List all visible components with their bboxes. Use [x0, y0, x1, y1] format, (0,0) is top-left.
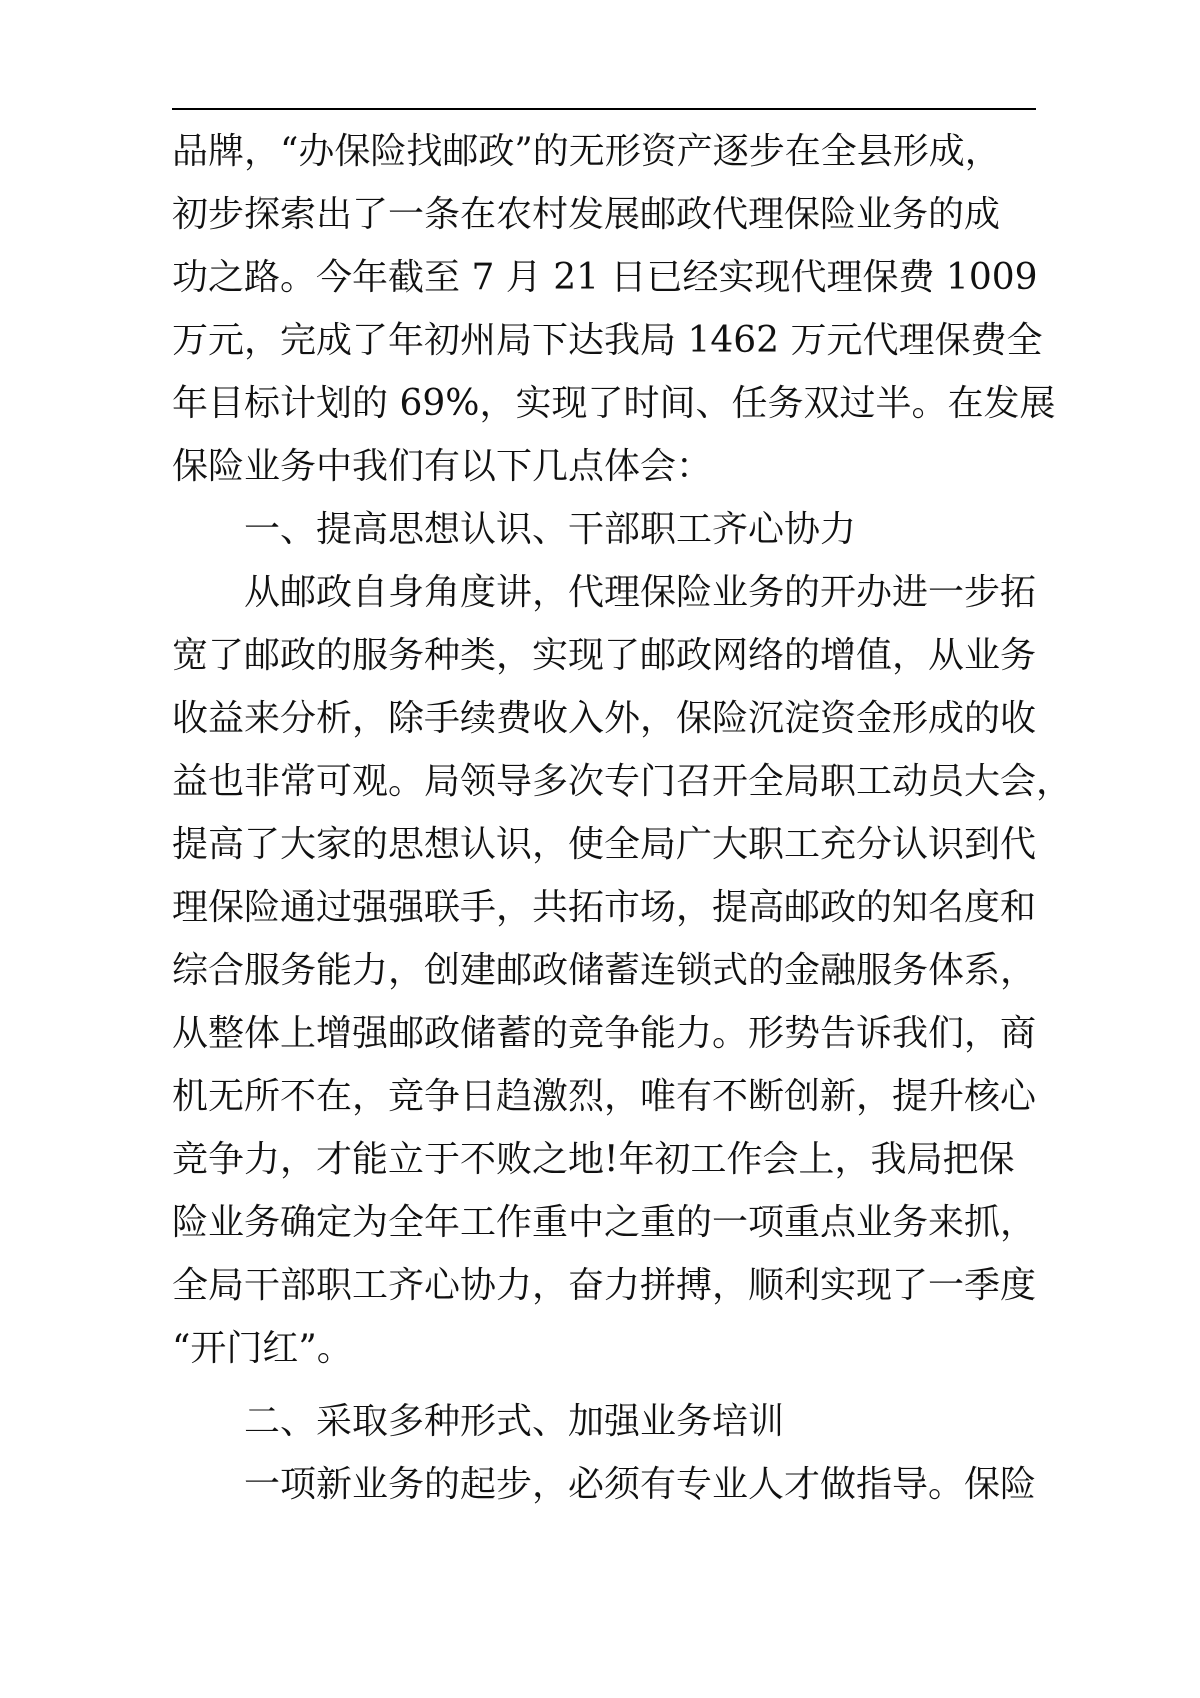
- text-line: 宽了邮政的服务种类，实现了邮政网络的增值，从业务: [172, 635, 1037, 676]
- text-line: 从邮政自身角度讲，代理保险业务的开办进一步拓: [244, 572, 1037, 613]
- text-line: 初步探索出了一条在农村发展邮政代理保险业务的成: [172, 194, 1001, 235]
- text-line: 机无所不在，竞争日趋激烈，唯有不断创新，提升核心: [172, 1076, 1037, 1117]
- section-heading-2: 二、采取多种形式、加强业务培训: [244, 1401, 785, 1442]
- text-line: 竞争力，才能立于不败之地!年初工作会上，我局把保: [172, 1139, 1015, 1180]
- text-line: 收益来分析，除手续费收入外，保险沉淀资金形成的收: [172, 698, 1037, 739]
- text-line: 一项新业务的起步，必须有专业人才做指导。保险: [244, 1464, 1037, 1505]
- text-line: 益也非常可观。局领导多次专门召开全局职工动员大会，: [172, 761, 1073, 802]
- text-line: 综合服务能力，创建邮政储蓄连锁式的金融服务体系，: [172, 950, 1037, 991]
- text-line: 险业务确定为全年工作重中之重的一项重点业务来抓，: [172, 1202, 1037, 1243]
- section-heading-1: 一、提高思想认识、干部职工齐心协力: [244, 509, 857, 550]
- header-rule: [172, 108, 1036, 110]
- document-body: [172, 120, 1073, 1516]
- text-line: 从整体上增强邮政储蓄的竞争能力。形势告诉我们，商: [172, 1013, 1037, 1054]
- text-line: 全局干部职工齐心协力，奋力拼搏，顺利实现了一季度: [172, 1265, 1037, 1306]
- text-line: 理保险通过强强联手，共拓市场，提高邮政的知名度和: [172, 887, 1037, 928]
- paragraph-gap: [172, 1380, 1052, 1390]
- text-line: “开门红”。: [172, 1328, 353, 1369]
- text-line: 品牌，“办保险找邮政”的无形资产逐步在全县形成，: [172, 131, 1001, 172]
- text-line: 万元，完成了年初州局下达我局 1462 万元代理保费全: [172, 320, 1043, 361]
- text-line: 保险业务中我们有以下几点体会：: [172, 446, 713, 487]
- text-line: 年目标计划的 69%，实现了时间、任务双过半。在发展: [172, 383, 1056, 424]
- text-line: 提高了大家的思想认识，使全局广大职工充分认识到代: [172, 824, 1037, 865]
- text-line: 功之路。今年截至 7 月 21 日已经实现代理保费 1009: [172, 257, 1038, 298]
